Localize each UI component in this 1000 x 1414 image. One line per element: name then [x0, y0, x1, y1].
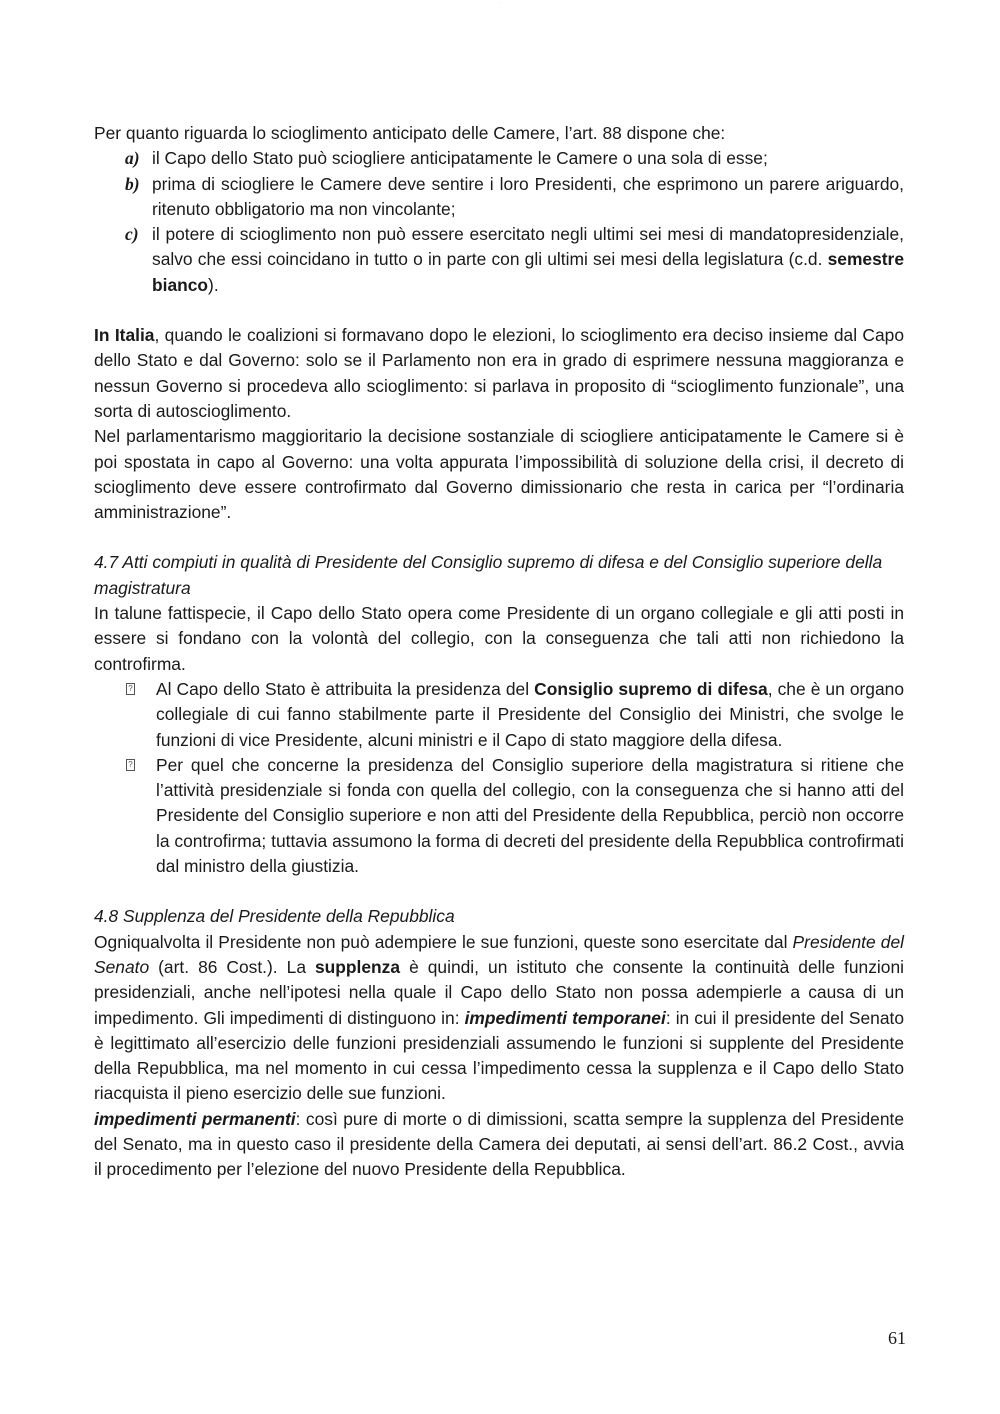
section-heading-4-7: 4.7 Atti compiuti in qualità di Presidente del Consiglio supremo di difesa e del Consiglio superiore della magistratura: [94, 552, 883, 598]
list-item: [94, 172, 904, 223]
list-item-text-end: ).: [208, 274, 219, 295]
list-item: [94, 222, 904, 298]
bullet-text: Al Capo dello Stato è attribuita la presidenza del: [156, 678, 535, 699]
text-run: è quindi, un istituto che consente la continuità delle funzioni presidenziali, anche nell’ipotesi nella quale il Capo dello Stato non possa adempierle a causa di un impedimento. Gli impedimenti di distinguono in:: [94, 956, 904, 1028]
paragraph-text: , quando le coalizioni si formavano dopo le elezioni, lo scioglimento era deciso insieme dal Capo dello Stato e dal Governo: solo se il Parlamento non era in grado di esprimere nessuna maggioranza e nessun Governo si procedeva allo scioglimento: si parlava in proposito di “scioglimento funzionale”, una sorta di autoscioglimento.: [94, 325, 905, 421]
paragraph-impedimenti-permanenti: [94, 1107, 904, 1183]
paragraph-parlamentarismo: Nel parlamentarismo maggioritario la decisione sostanziale di sciogliere anticipatamente le Camere si è poi spostata in capo al Governo: una volta appurata l’impossibilità di soluzione della crisi, il decreto di scioglimento deve essere controfirmato dal Governo dimissionario che resta in carica per “l’ordinaria amministrazione”.: [94, 426, 904, 523]
paragraph-lead-bold: In Italia: [94, 325, 155, 346]
text-run: : in cui il presidente del Senato è legittimato all’esercizio delle funzioni presidenziali assumendo le funzioni si supplente del Presidente della Repubblica, ma nel momento in cui cessa l’impedimento cessa la supplenza e il Capo dello Stato riacquista il pieno esercizio delle sue funzioni.: [94, 1007, 904, 1104]
bullet-text-end: , che è un organo collegiale di cui fanno stabilmente parte il Presidente del Consiglio dei Ministri, che svolge le funzioni di vice Presidente, alcuni ministri e il Capo di stato maggiore della difesa.: [156, 678, 904, 750]
document-body: [94, 121, 904, 1183]
list-item-text: il Capo dello Stato può sciogliere anticipatamente le Camere o una sola di esse;: [152, 148, 768, 169]
paragraph-italia: [94, 323, 904, 424]
bullet-icon: ?: [126, 759, 135, 771]
list-marker: a): [125, 148, 140, 169]
paragraph-intro: Per quanto riguarda lo scioglimento anticipato delle Camere, l’art. 88 dispone che:: [94, 123, 726, 143]
list-item-text: il potere di scioglimento non può essere esercitato negli ultimi sei mesi di mandatopresidenziale, salvo che essi coincidano in tutto o in parte con gli ultimi sei mesi della legislatura (c.d.: [152, 224, 904, 270]
text-run: : così pure di morte o di dimissioni, scatta sempre la supplenza del Presidente del Senato, ma in questo caso il presidente della Camera dei deputati, ai sensi dell’art. 86.2 Cost., avvia il procedimento per l’elezione del nuovo Presidente della Repubblica.: [94, 1108, 904, 1180]
header-mark: · · ·: [497, 0, 503, 3]
list-marker: b): [125, 173, 140, 194]
italic-run: Presidente del Senato: [94, 931, 904, 977]
bullet-list: [94, 677, 904, 879]
bullet-item: [94, 753, 904, 879]
list-marker: c): [125, 224, 139, 245]
bullet-item: [94, 677, 904, 753]
bullet-bold: Consiglio supremo di difesa: [534, 678, 768, 699]
bullet-icon: ?: [126, 683, 135, 695]
list-item: [94, 146, 904, 171]
list-item-text: prima di sciogliere le Camere deve sentire i loro Presidenti, che esprimono un parere ariguardo, ritenuto obbligatorio ma non vincolante;: [152, 173, 904, 219]
text-run: (art. 86 Cost.). La: [149, 956, 316, 977]
section-heading-4-8: 4.8 Supplenza del Presidente della Repubblica: [94, 906, 455, 927]
page-number: 61: [888, 1328, 906, 1348]
list-item-bold: semestre bianco: [152, 249, 904, 295]
paragraph-fattispecie: In talune fattispecie, il Capo dello Stato opera come Presidente di un organo collegiale e gli atti posti in essere si fondano con la volontà del collegio, con la conseguenza che tali atti non richiedono la controfirma.: [94, 603, 904, 674]
paragraph-supplenza: [94, 930, 904, 1107]
bullet-text: Per quel che concerne la presidenza del Consiglio superiore della magistratura si ritiene che l’attività presidenziale si fonda con quella del collegio, con la conseguenza che si hanno atti del Presidente del Consiglio superiore e non atti del Presidente della Repubblica, perciò non occorre la controfirma; tuttavia assumono la forma di decreti del presidente della Repubblica controfirmati dal ministro della giustizia.: [156, 754, 904, 877]
text-run: Ogniqualvolta il Presidente non può adempiere le sue funzioni, queste sono esercitate dal: [94, 931, 793, 952]
numbered-list: [94, 146, 904, 298]
bold-italic-run: impedimenti permanenti: [94, 1108, 296, 1129]
bold-run: supplenza: [315, 956, 401, 977]
bold-italic-run: impedimenti temporanei: [464, 1007, 666, 1028]
